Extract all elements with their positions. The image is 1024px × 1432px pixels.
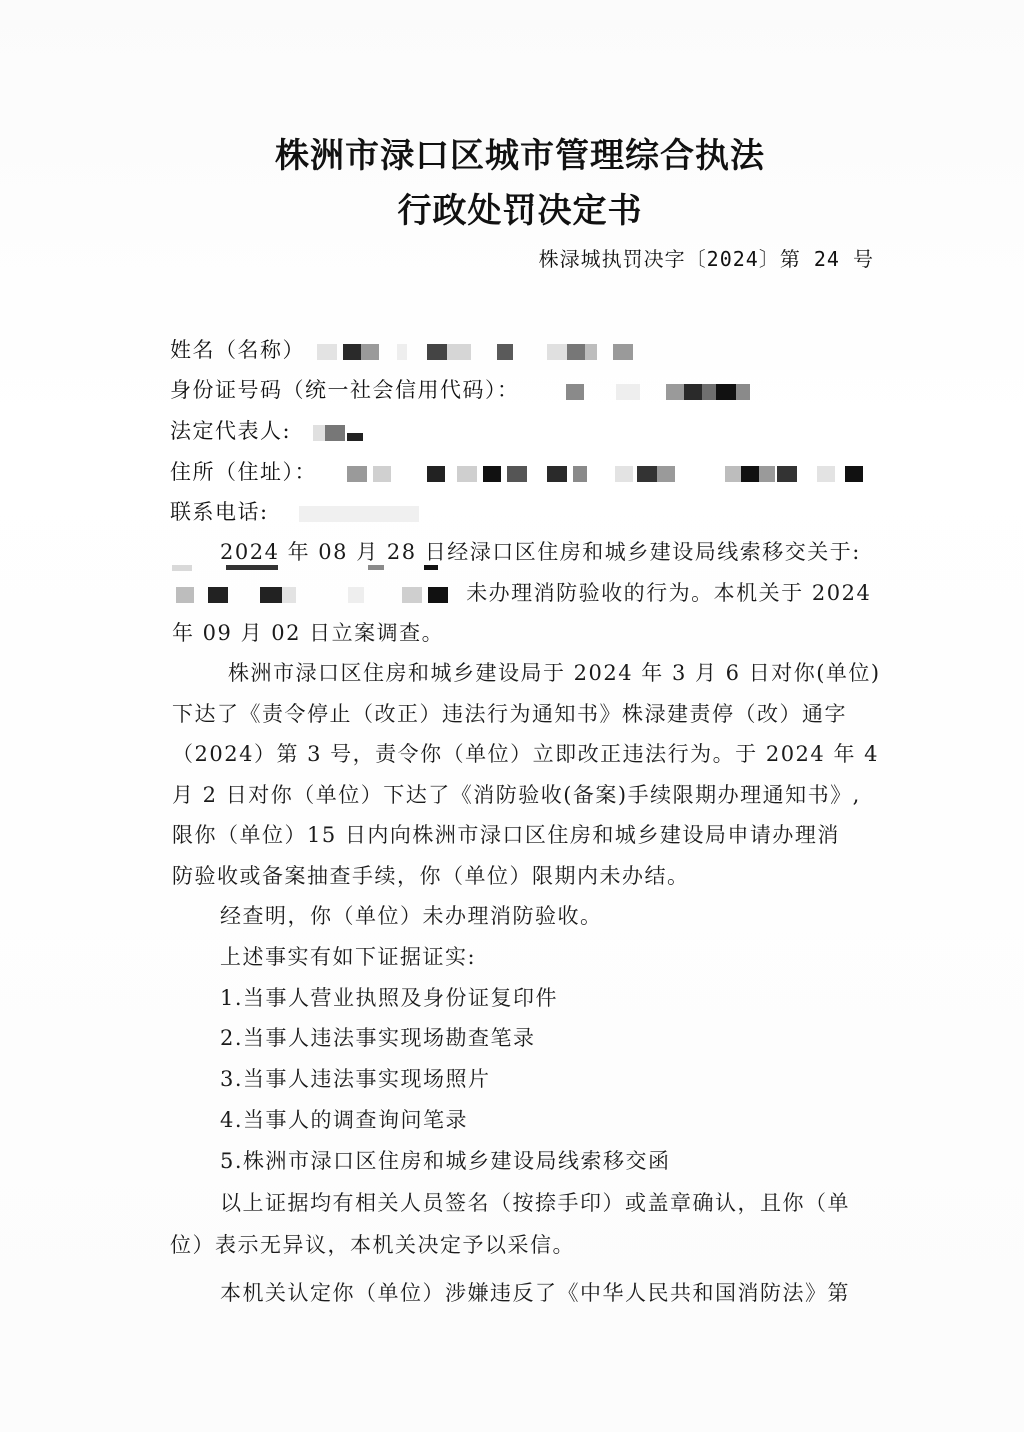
para5-line2: 位）表示无异议，本机关决定予以采信。 xyxy=(170,1233,575,1257)
para1-line1: 2024 年 08 月 28 日经渌口区住房和城乡建设局线索移交关于: xyxy=(220,540,861,564)
para2-line4: 月 2 日对你（单位）下达了《消防验收(备案)手续限期办理通知书》, xyxy=(172,783,861,807)
id-number-label: 身份证号码（统一社会信用代码）： xyxy=(170,378,520,402)
para2-line6: 防验收或备案抽查手续，你（单位）限期内未办结。 xyxy=(172,864,690,888)
para4: 上述事实有如下证据证实: xyxy=(220,945,477,969)
para2-line5: 限你（单位）15 日内向株洲市渌口区住房和城乡建设局申请办理消 xyxy=(172,823,840,847)
name-row xyxy=(170,336,647,364)
document-title-line1: 株洲市渌口区城市管理综合执法 xyxy=(275,136,765,176)
evidence-item-4: 4.当事人的调查询问笔录 xyxy=(220,1108,469,1132)
evidence-item-5: 5.株洲市渌口区住房和城乡建设局线索移交函 xyxy=(220,1149,671,1173)
evidence-item-2: 2.当事人违法事实现场勘查笔录 xyxy=(220,1026,536,1050)
para1-line2-text: 未办理消防验收的行为。本机关于 2024 xyxy=(466,581,872,605)
redacted-phone xyxy=(299,506,429,522)
redacted-subject xyxy=(172,587,452,603)
para3: 经查明，你（单位）未办理消防验收。 xyxy=(220,904,603,928)
redacted-id-number xyxy=(556,384,796,400)
id-number-row xyxy=(170,376,796,404)
para2-line2: 下达了《责令停止（改正）违法行为通知书》株渌建责停（改）通字 xyxy=(172,702,847,726)
evidence-item-3: 3.当事人违法事实现场照片 xyxy=(220,1067,491,1091)
phone-row xyxy=(170,498,429,526)
para2-line1: 株洲市渌口区住房和城乡建设局于 2024 年 3 月 6 日对你(单位) xyxy=(228,661,881,685)
para1-line3: 年 09 月 02 日立案调查。 xyxy=(172,621,445,645)
legal-rep-row xyxy=(170,417,393,445)
document-number: 株渌城执罚决字〔2024〕第 24 号 xyxy=(538,247,874,271)
address-label: 住所（住址）： xyxy=(170,460,317,484)
legal-rep-label: 法定代表人: xyxy=(170,419,292,443)
evidence-item-1: 1.当事人营业执照及身份证复印件 xyxy=(220,986,559,1010)
para5-line1: 以上证据均有相关人员签名（按捺手印）或盖章确认，且你（单 xyxy=(220,1191,850,1215)
para1-line2-row xyxy=(172,579,871,607)
redacted-address xyxy=(347,466,867,482)
phone-label: 联系电话: xyxy=(170,500,269,524)
name-label: 姓名（名称） xyxy=(170,338,305,362)
redacted-name xyxy=(317,344,647,360)
address-row xyxy=(170,458,867,486)
redacted-legal-rep xyxy=(313,425,393,441)
para6-line1: 本机关认定你（单位）涉嫌违反了《中华人民共和国消防法》第 xyxy=(220,1281,850,1305)
para2-line3: （2024）第 3 号，责令你（单位）立即改正违法行为。于 2024 年 4 xyxy=(172,742,879,766)
document-title-line2: 行政处罚决定书 xyxy=(397,191,643,231)
